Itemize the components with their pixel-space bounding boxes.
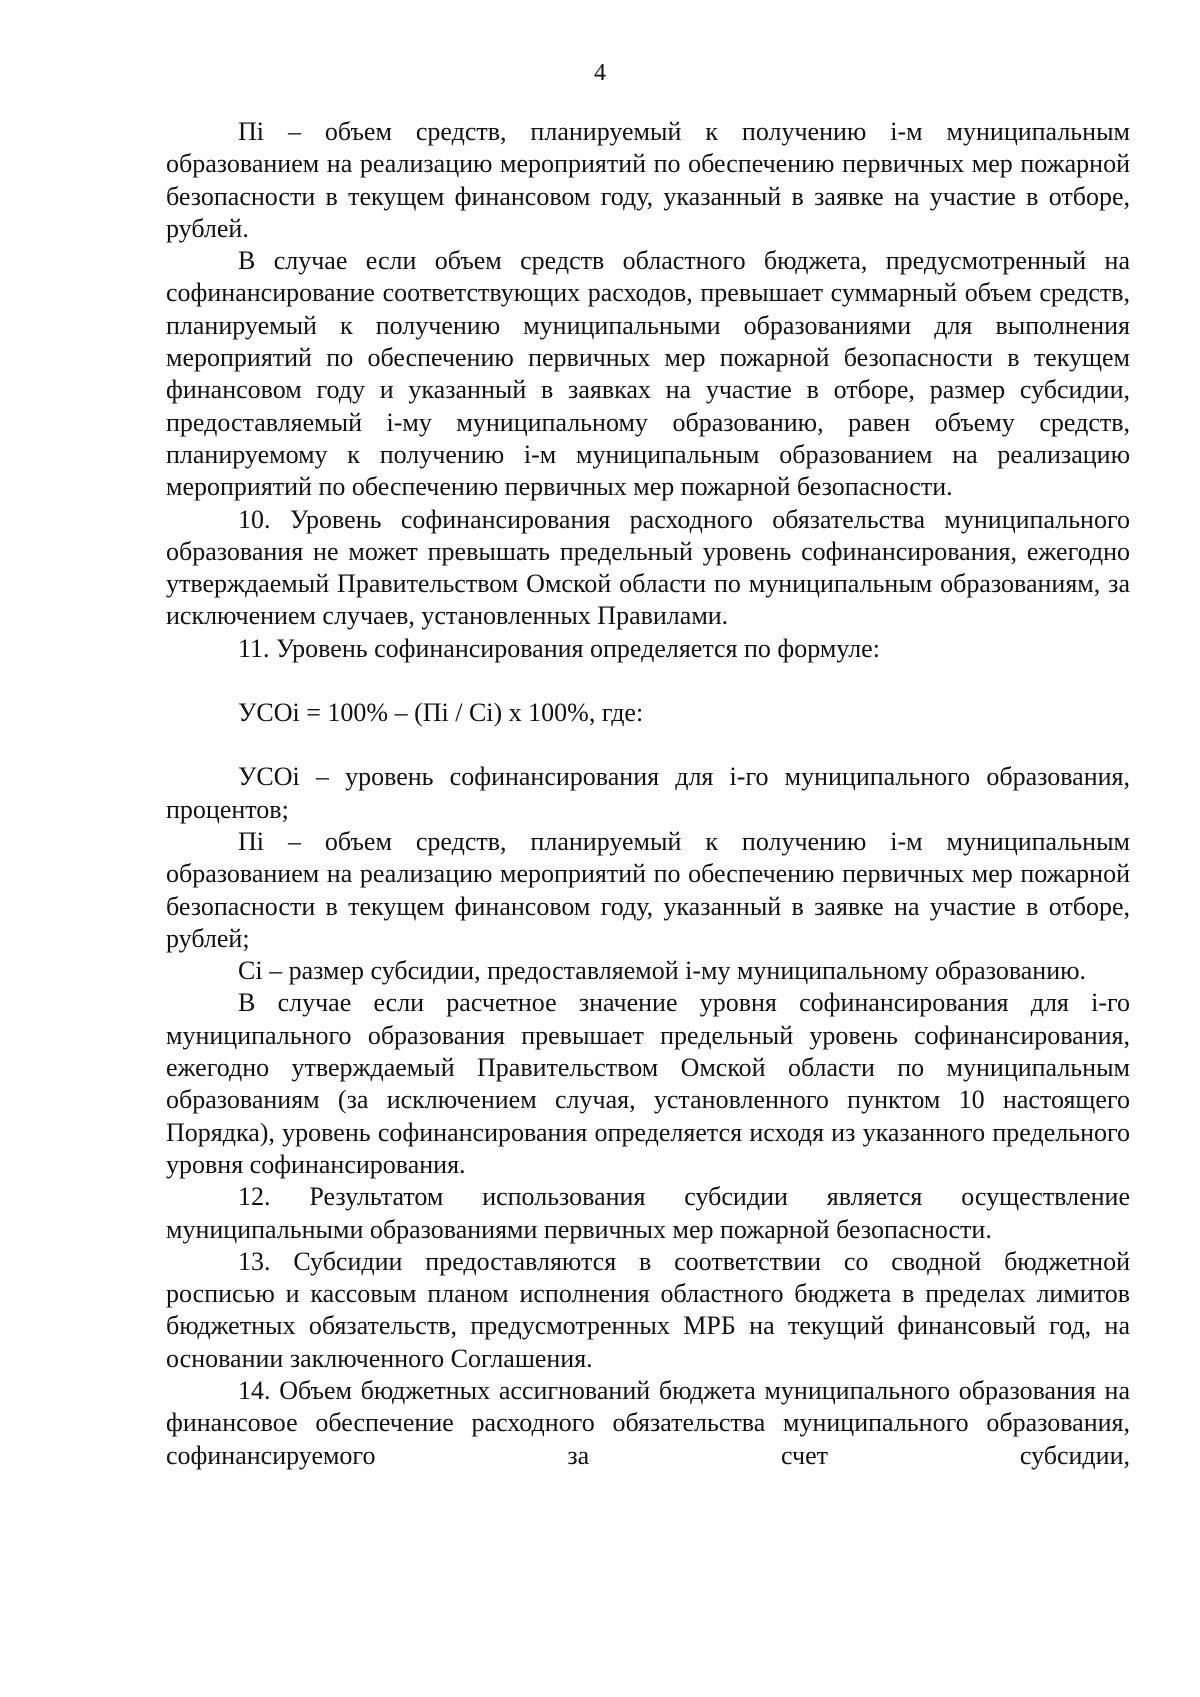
paragraph-uso-definition: УСОi – уровень софинансирования для i-го муниципального образования, процентов; [166,762,1130,824]
paragraph-item-11: 11. Уровень софинансирования определяется по формуле: [238,633,880,663]
paragraph-item-13: 13. Субсидии предоставляются в соответствии со сводной бюджетной росписью и кассовым планом исполнения областного бюджета в пределах лимитов бюджетных обязательств, предусмотренных МРБ на текущий финансовый год, на основании заключенного Соглашения. [166,1246,1130,1373]
document-body [166,116,1130,1472]
paragraph-pi-definition: Пi – объем средств, планируемый к получению i-м муниципальным образованием на реализацию мероприятий по обеспечению первичных мер пожарной безопасности в текущем финансовом году, указанный в заявке на участие в отборе, рублей. [166,117,1130,243]
paragraph-calculated-level: В случае если расчетное значение уровня софинансирования для i-го муниципального образования превышает предельный уровень софинансирования, ежегодно утверждаемый Правительством Омской области по муниципальным образованиям (за исключением случая, установленного пунктом 10 настоящего Порядка), уровень софинансирования определяется исходя из указанного предельного уровня софинансирования. [166,988,1130,1179]
formula: УСОi = 100% – (Пi / Сi) x 100%, где: [238,698,644,728]
paragraph-ci-definition: Сi – размер субсидии, предоставляемой i-му муниципальному образованию. [238,956,1087,986]
paragraph-item-12: 12. Результатом использования субсидии является осуществление муниципальными образованиями первичных мер пожарной безопасности. [166,1182,1130,1244]
paragraph-subsidy-case: В случае если объем средств областного бюджета, предусмотренный на софинансирование соответствующих расходов, превышает суммарный объем средств, планируемый к получению муниципальными образованиями для выполнения мероприятий по обеспечению первичных мер пожарной безопасности в текущем финансовом году и указанный в заявках на участие в отборе, размер субсидии, предоставляемый i-му муниципальному образованию, равен объему средств, планируемому к получению i-м муниципальным образованием на реализацию мероприятий по обеспечению первичных мер пожарной безопасности. [166,246,1130,502]
paragraph-pi-definition-2: Пi – объем средств, планируемый к получению i-м муниципальным образованием на реализацию мероприятий по обеспечению первичных мер пожарной безопасности в текущем финансовом году, указанный в заявке на участие в отборе, рублей; [166,826,1130,953]
paragraph-item-10: 10. Уровень софинансирования расходного обязательства муниципального образования не может превышать предельный уровень софинансирования, ежегодно утверждаемый Правительством Омской области по муниципальным образованиям, за исключением случаев, установленных Правилами. [166,504,1130,631]
page-number: 4 [594,60,606,86]
paragraph-item-14: 14. Объем бюджетных ассигнований бюджета муниципального образования на финансовое обеспечение расходного обязательства муниципального образования, софинансируемого за счет субсидии, [166,1375,1130,1470]
